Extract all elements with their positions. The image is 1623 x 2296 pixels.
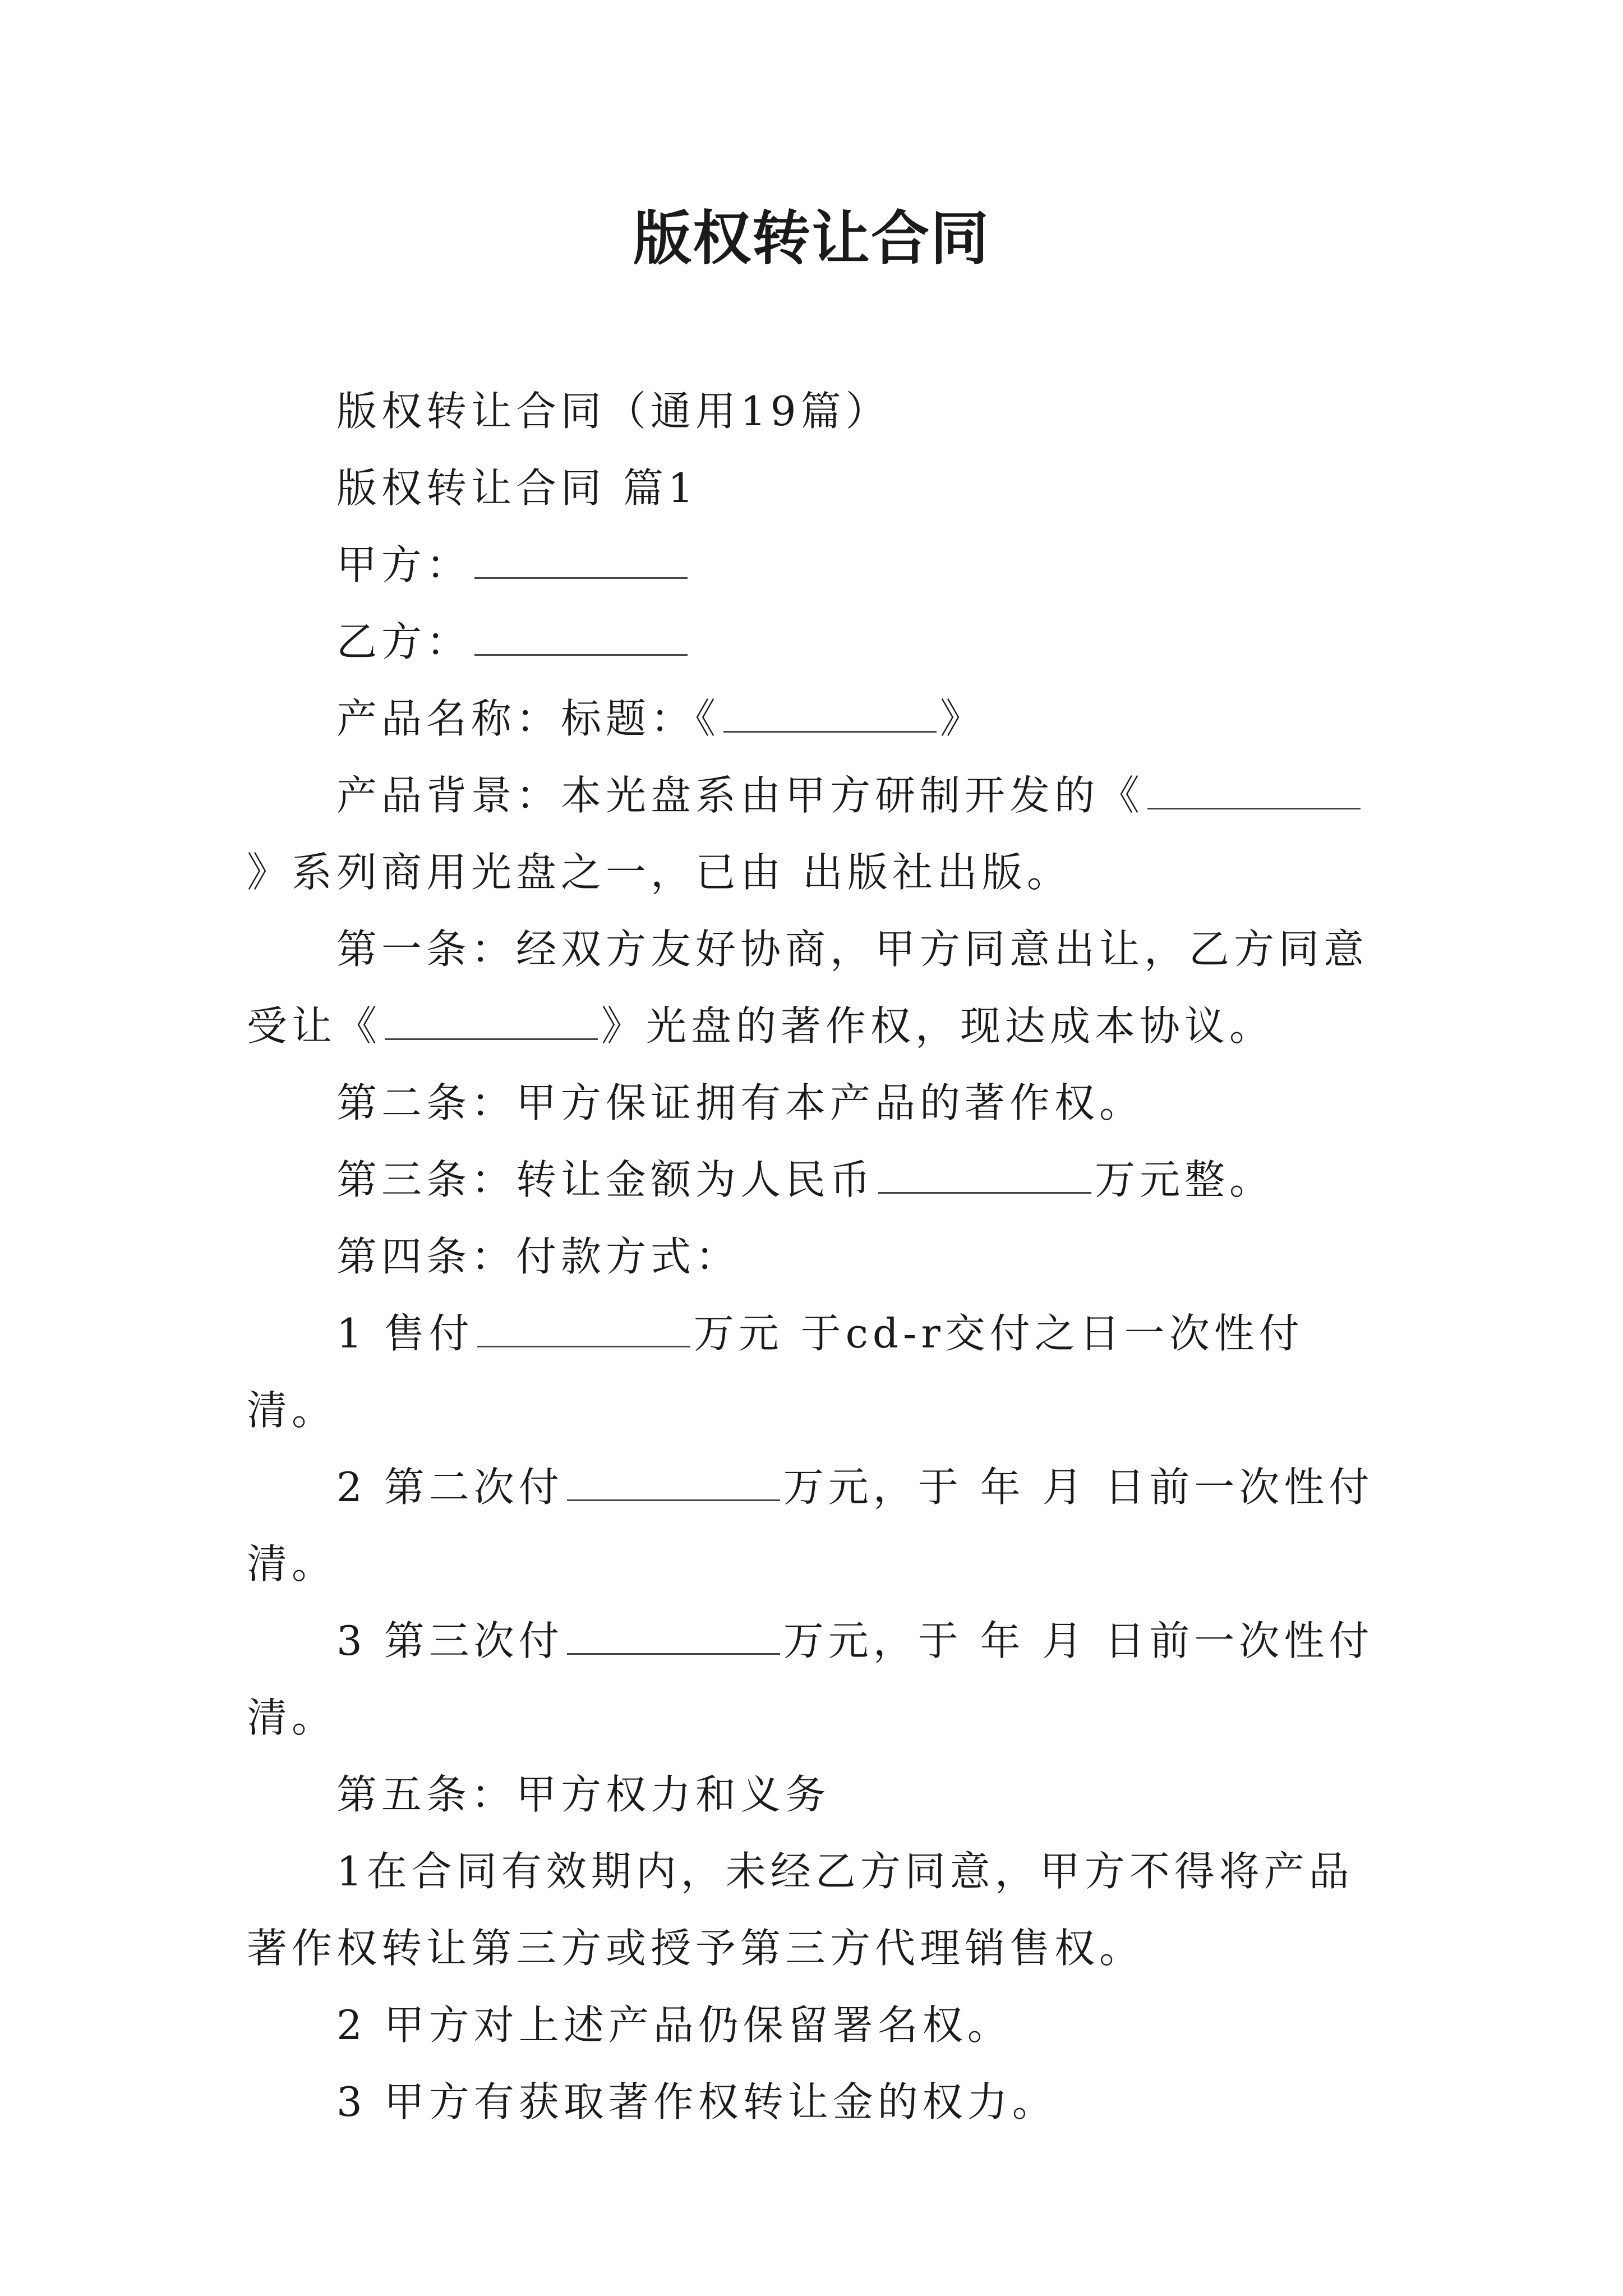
paragraph-text: 版权转让合同 篇1 [336, 464, 698, 512]
paragraph-article-5-item-1 [247, 1833, 1380, 1987]
paragraph-payment-1 [247, 1295, 1380, 1449]
paragraph-text: 》系列商用光盘之一，已由 出版社出版。 [247, 849, 1072, 896]
paragraph-text: 2 甲方对上述产品仍保留署名权。 [336, 2001, 1012, 2049]
paragraph-text: 3 甲方有获取著作权转让金的权力。 [336, 2078, 1057, 2125]
paragraph-text: 1 售付 [336, 1310, 474, 1357]
paragraph-product-background [247, 757, 1380, 911]
paragraph-text: 第五条：甲方权力和义务 [336, 1771, 831, 1818]
paragraph-article-5 [247, 1756, 1380, 1833]
paragraph-article-5-item-2 [247, 1987, 1380, 2064]
paragraph-article-3 [247, 1142, 1380, 1218]
paragraph-subtitle [247, 373, 1380, 450]
paragraph-party-b [247, 604, 1380, 680]
blank-line [878, 1191, 1091, 1194]
paragraph-article-4 [247, 1218, 1380, 1295]
blank-line [474, 654, 688, 656]
paragraph-text: 万元 于cd-r交付之日一次性付清。 [247, 1310, 1304, 1434]
paragraph-section-heading [247, 450, 1380, 527]
blank-line [385, 1038, 598, 1040]
blank-line [723, 730, 937, 733]
paragraph-payment-2 [247, 1449, 1380, 1603]
paragraph-text: 第一条：经双方友好协商，甲方同意出让，乙方同意受让《 [247, 926, 1369, 1050]
paragraph-text: 万元，于 年 月 日前一次性付清。 [247, 1617, 1374, 1741]
blank-line [1147, 807, 1361, 809]
paragraph-text: 乙方： [336, 618, 472, 665]
paragraph-text: 万元整。 [1095, 1156, 1275, 1203]
paragraph-article-1 [247, 911, 1380, 1065]
paragraph-product-name [247, 680, 1380, 757]
document-title: 版权转让合同 [633, 204, 990, 273]
paragraph-article-5-item-3 [247, 2064, 1380, 2141]
paragraph-text: 版权转让合同（通用19篇） [336, 388, 891, 435]
paragraph-text: 》光盘的著作权，现达成本协议。 [601, 1002, 1275, 1050]
paragraph-text: 产品背景：本光盘系由甲方研制开发的《 [336, 772, 1145, 819]
paragraph-text: 产品名称：标题：《 [336, 695, 721, 742]
paragraph-text: 》 [940, 695, 985, 742]
paragraph-text: 甲方： [336, 541, 472, 588]
paragraph-text: 第二条：甲方保证拥有本产品的著作权。 [336, 1079, 1145, 1126]
paragraph-payment-3 [247, 1603, 1380, 1756]
paragraph-party-a [247, 527, 1380, 604]
paragraph-text: 第三条：转让金额为人民币 [336, 1156, 875, 1203]
blank-line [474, 577, 688, 579]
blank-line [567, 1499, 780, 1501]
document-body [247, 373, 1380, 2141]
paragraph-text: 万元，于 年 月 日前一次性付清。 [247, 1464, 1374, 1588]
paragraph-article-2 [247, 1065, 1380, 1142]
blank-line [477, 1345, 690, 1347]
paragraph-text: 1在合同有效期内，未经乙方同意，甲方不得将产品著作权转让第三方或授予第三方代理销售权。 [247, 1848, 1354, 1972]
blank-line [567, 1653, 780, 1655]
paragraph-text: 第四条：付款方式： [336, 1233, 741, 1280]
paragraph-text: 3 第三次付 [336, 1617, 564, 1664]
paragraph-text: 2 第二次付 [336, 1464, 564, 1511]
